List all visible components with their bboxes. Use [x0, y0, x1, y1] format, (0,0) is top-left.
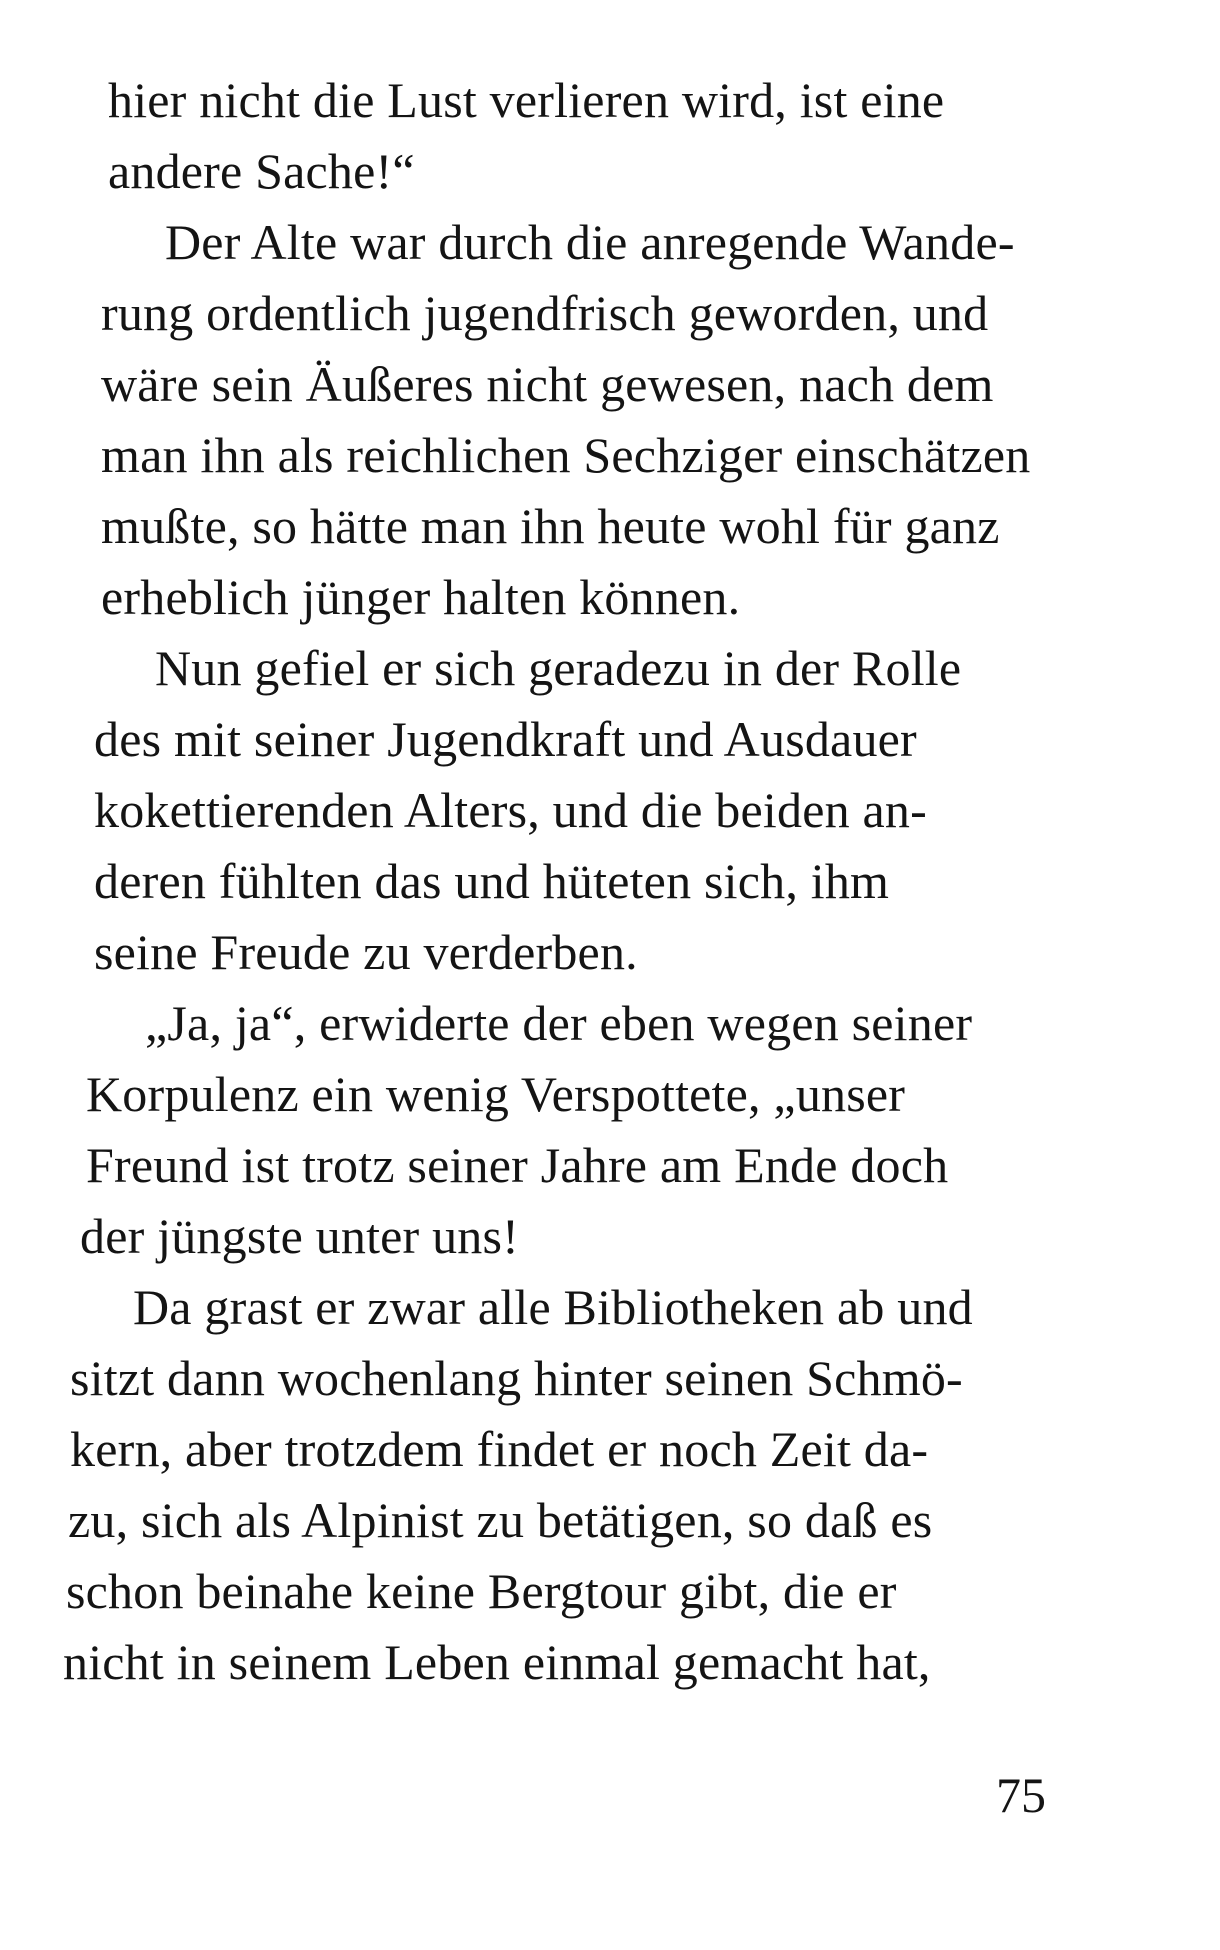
- text-line: Da grast er zwar alle Bibliotheken ab und: [133, 1279, 973, 1335]
- text-line: „Ja, ja“, erwiderte der eben wegen seiner: [145, 995, 973, 1051]
- text-line: erheblich jünger halten können.: [101, 569, 741, 625]
- text-line: sitzt dann wochenlang hinter seinen Schmö-: [70, 1350, 963, 1406]
- text-line: man ihn als reichlichen Sechziger einschätzen: [101, 427, 1031, 483]
- text-line: schon beinahe keine Bergtour gibt, die er: [66, 1563, 897, 1619]
- text-line: wäre sein Äußeres nicht gewesen, nach dem: [101, 356, 994, 412]
- text-line: andere Sache!“: [108, 143, 415, 199]
- text-line: Der Alte war durch die anregende Wande-: [165, 214, 1015, 270]
- text-line: rung ordentlich jugendfrisch geworden, und: [101, 285, 989, 341]
- text-line: hier nicht die Lust verlieren wird, ist eine: [108, 72, 945, 128]
- text-line: Freund ist trotz seiner Jahre am Ende doch: [86, 1137, 949, 1193]
- text-line: seine Freude zu verderben.: [94, 924, 638, 980]
- text-line: des mit seiner Jugendkraft und Ausdauer: [94, 711, 917, 767]
- text-line: nicht in seinem Leben einmal gemacht hat,: [63, 1634, 931, 1690]
- text-line: deren fühlten das und hüteten sich, ihm: [94, 853, 890, 909]
- text-line: kokettierenden Alters, und die beiden an-: [94, 782, 927, 838]
- text-line: kern, aber trotzdem findet er noch Zeit da-: [70, 1421, 929, 1477]
- text-line: zu, sich als Alpinist zu betätigen, so daß es: [68, 1492, 933, 1548]
- text-line: mußte, so hätte man ihn heute wohl für ganz: [101, 498, 1000, 554]
- text-line: Nun gefiel er sich geradezu in der Rolle: [155, 640, 962, 696]
- text-line: Korpulenz ein wenig Verspottete, „unser: [86, 1066, 906, 1122]
- page-number: 75: [996, 1767, 1046, 1823]
- text-line: der jüngste unter uns!: [80, 1208, 520, 1264]
